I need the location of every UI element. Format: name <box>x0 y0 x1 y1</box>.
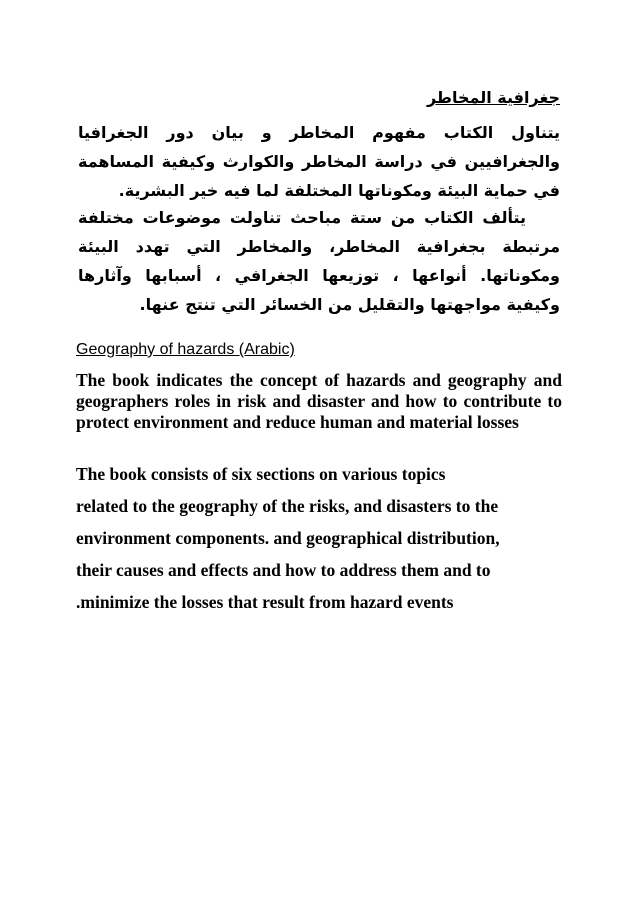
english-paragraph-2 <box>76 458 562 618</box>
english-title: Geography of hazards (Arabic) <box>76 341 295 358</box>
arabic-paragraph-1: يتناول الكتاب مفهوم المخاطر و بيان دور الجغرافيا والجغرافيين في دراسة المخاطر والكوارث وكيفية المساهمة في حماية البيئة ومكوناتها المختلفة لما فيه خير البشرية. <box>78 123 560 200</box>
english-line: related to the geography of the risks, and disasters to the <box>76 496 499 516</box>
arabic-paragraph-2: يتألف الكتاب من ستة مباحث تناولت موضوعات مختلفة مرتبطة بجغرافية المخاطر، والمخاطر التي تهدد البيئة ومكوناتها. أنواعها ، توزيعها الجغرافي ، أسبابها وآثارها وكيفية مواجهتها والتقليل من الخسائر التي تنتج عنها. <box>78 208 560 314</box>
english-line: .minimize the losses that result from hazard events <box>76 592 454 612</box>
english-line: environment components. and geographical distribution, <box>76 528 500 548</box>
arabic-title: جغرافية المخاطر <box>426 88 560 107</box>
english-line: The book consists of six sections on various topics <box>76 464 446 484</box>
english-paragraph-1: The book indicates the concept of hazards and geography and geographers roles in risk and disaster and how to contribute to protect environment and reduce human and material losses <box>76 370 562 432</box>
english-line: their causes and effects and how to address them and to <box>76 560 491 580</box>
